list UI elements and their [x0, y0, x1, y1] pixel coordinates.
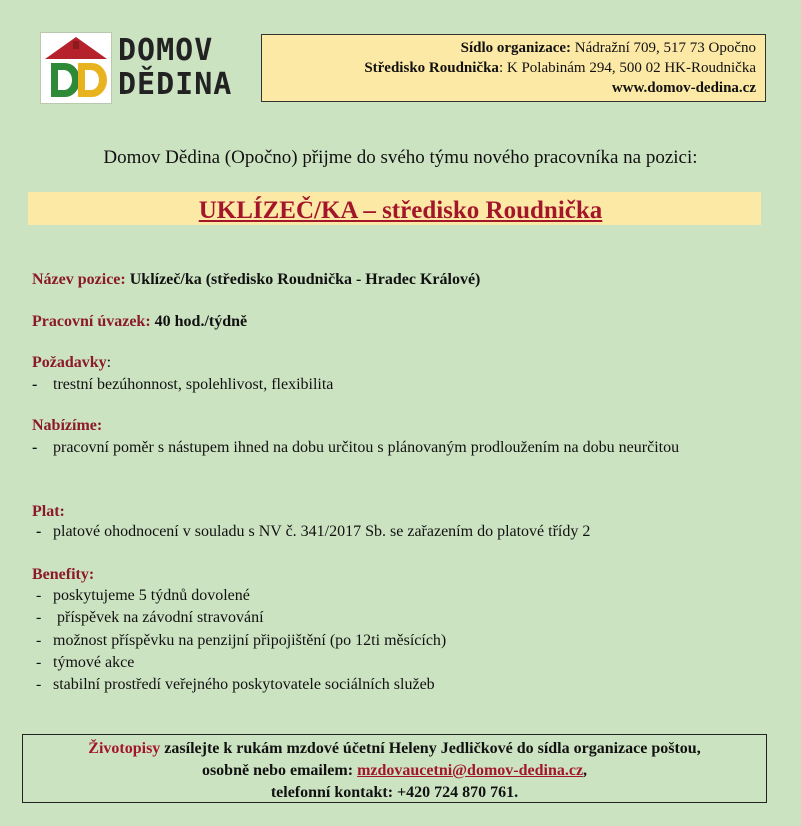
offer-heading — [32, 416, 102, 436]
intro-text: Domov Dědina (Opočno) přijme do svého týmu nového pracovníka na pozici: — [103, 147, 698, 168]
center-line — [262, 58, 756, 78]
seat-line — [262, 38, 756, 58]
bullet-dash: - — [36, 609, 42, 626]
logo-emblem — [40, 32, 112, 104]
offer-label: Nabízíme: — [32, 417, 103, 434]
salary-label: Plat: — [32, 503, 65, 520]
contact-line-1-text: zasílejte k rukám mzdové účetní Heleny Jedličkové do sídla organizace poštou, — [160, 740, 701, 757]
benefit-item: stabilní prostředí veřejného poskytovatele sociálních služeb — [53, 676, 435, 693]
position-value: Uklízeč/ka (středisko Roudnička - Hradec Králové) — [125, 271, 481, 288]
contact-line-2 — [23, 760, 766, 782]
benefits-label: Benefity: — [32, 566, 95, 583]
contact-line-2-suffix: , — [583, 762, 588, 779]
bullet-dash: - — [36, 632, 42, 649]
website-link[interactable]: www.domov-dedina.cz — [611, 80, 756, 96]
house-icon — [41, 33, 111, 103]
cv-label: Životopisy — [88, 740, 161, 757]
contact-box — [22, 734, 767, 803]
bullet-dash: - — [36, 523, 42, 540]
benefit-item: poskytujeme 5 týdnů dovolené — [53, 587, 250, 604]
salary-item: platové ohodnocení v souladu s NV č. 341/2017 Sb. se zařazením do platové třídy 2 — [53, 523, 591, 540]
requirements-heading — [32, 353, 111, 373]
center-label: Středisko Roudnička — [364, 60, 499, 76]
requirements-colon: : — [106, 354, 112, 371]
logo-line-1: DOMOV — [118, 33, 214, 68]
benefit-item: příspěvek na závodní stravování — [53, 609, 264, 626]
workload-label: Pracovní úvazek: — [32, 313, 151, 330]
bullet-dash: - — [36, 676, 42, 693]
position-line — [32, 270, 480, 290]
contact-line-2-prefix: osobně nebo emailem: — [201, 762, 358, 779]
organization-info-box — [261, 34, 766, 102]
center-value: : K Polabinám 294, 500 02 HK-Roudnička — [498, 60, 756, 76]
bullet-dash: - — [32, 439, 38, 456]
email-link[interactable]: mzdovaucetni@domov-dedina.cz — [357, 762, 584, 779]
requirements-label: Požadavky — [32, 354, 107, 371]
logo — [40, 32, 240, 106]
benefit-item: možnost příspěvku na penzijní připojištění (po 12ti měsících) — [53, 632, 447, 649]
workload-value: 40 hod./týdně — [150, 313, 248, 330]
offer-item: pracovní poměr s nástupem ihned na dobu určitou s plánovaným prodloužením na dobu neurčitou — [53, 439, 680, 456]
bullet-dash: - — [32, 376, 38, 393]
seat-label: Sídlo organizace: — [460, 40, 572, 56]
logo-wordmark — [118, 34, 232, 102]
position-label: Název pozice: — [32, 271, 126, 288]
contact-line-1 — [23, 738, 766, 760]
seat-value: Nádražní 709, 517 73 Opočno — [571, 40, 756, 56]
job-title: UKLÍZEČ/KA – středisko Roudnička — [198, 197, 603, 224]
contact-phone: telefonní kontakt: +420 724 870 761. — [270, 784, 519, 801]
salary-heading — [32, 502, 65, 522]
requirement-item: trestní bezúhonnost, spolehlivost, flexibilita — [53, 376, 334, 393]
bullet-dash: - — [36, 654, 42, 671]
workload-line — [32, 312, 247, 332]
benefit-item: týmové akce — [53, 654, 135, 671]
benefits-heading — [32, 565, 94, 585]
bullet-dash: - — [36, 587, 42, 604]
logo-line-2: DĚDINA — [118, 67, 233, 102]
